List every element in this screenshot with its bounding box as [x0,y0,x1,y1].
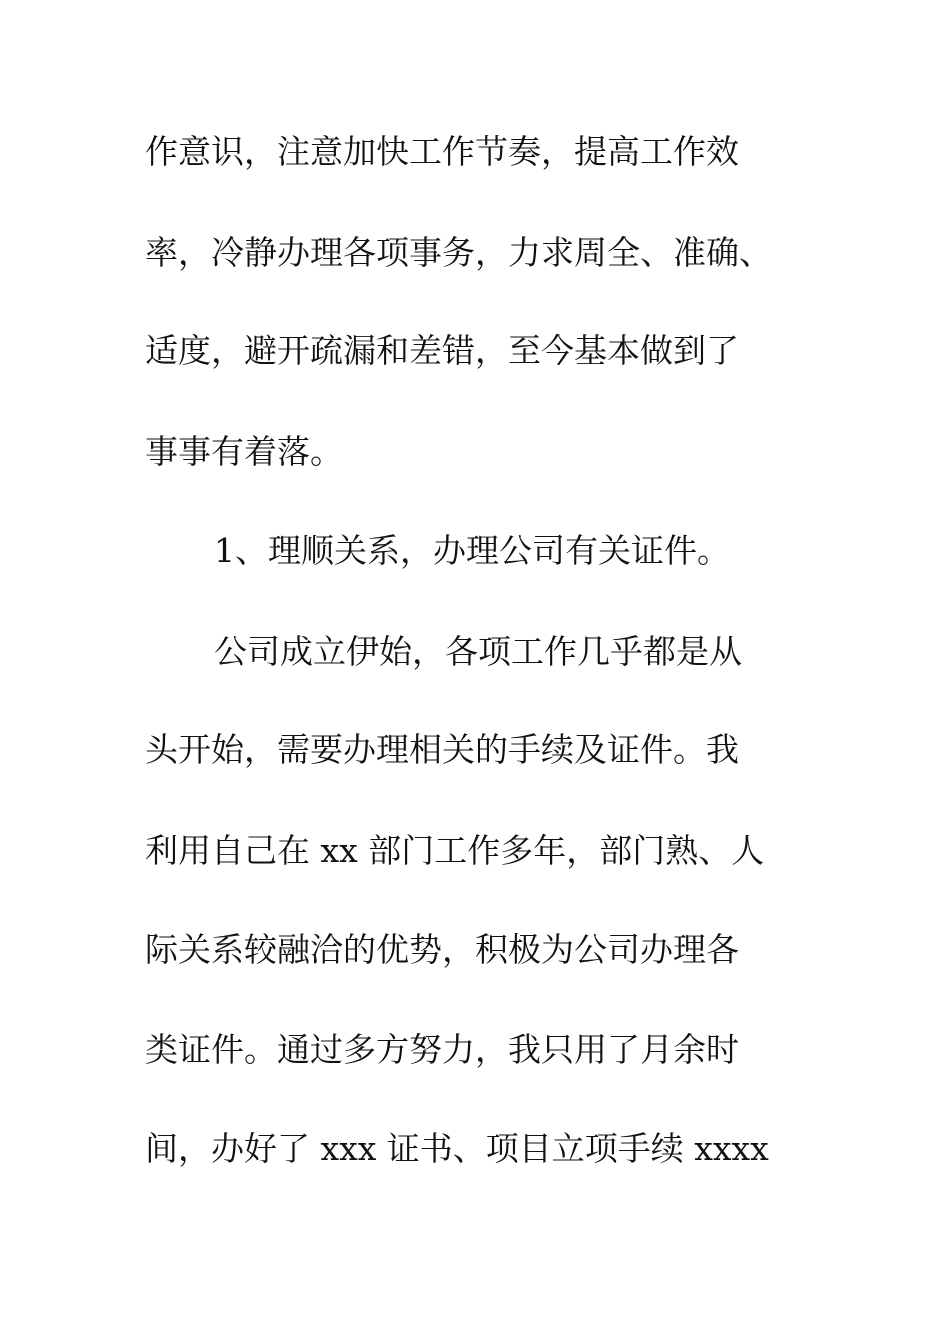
text-line-1: 作意识，注意加快工作节奏，提高工作效 [145,132,739,171]
text-line-7: 头开始，需要办理相关的手续及证件。我 [145,730,739,769]
text-line-3: 适度，避开疏漏和差错，至今基本做到了 [145,331,739,370]
text-line-4: 事事有着落。 [145,432,343,471]
text-line-10: 类证件。通过多方努力，我只用了月余时 [145,1030,739,1069]
text-line-9: 际关系较融洽的优势，积极为公司办理各 [145,930,739,969]
paragraph-start-line: 公司成立伊始，各项工作几乎都是从 [214,632,742,671]
text-line-11: 间，办好了 xxx 证书、项目立项手续 xxxx [145,1129,769,1168]
section-heading: 1、理顺关系，办理公司有关证件。 [214,531,730,570]
text-line-8: 利用自己在 xx 部门工作多年，部门熟、人 [145,831,765,870]
text-line-2: 率，冷静办理各项事务，力求周全、准确、 [145,233,772,272]
